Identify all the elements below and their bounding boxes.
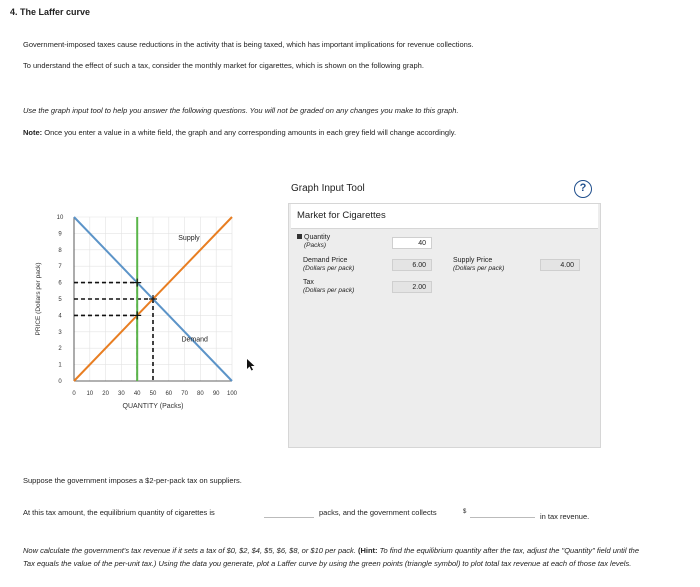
supply-price-value: 4.00 — [540, 259, 580, 271]
intro-text-2: To understand the effect of such a tax, consider the monthly market for cigarettes, which is shown on the following graph. — [23, 61, 424, 70]
note-text — [23, 128, 456, 137]
x-tick-label: 20 — [102, 391, 109, 397]
x-axis-label: QUANTITY (Packs) — [122, 403, 184, 410]
y-tick-label: 8 — [58, 247, 62, 254]
help-icon[interactable]: ? — [574, 180, 592, 198]
quantity-field[interactable]: 40 — [392, 237, 432, 249]
packs-text: packs, and the government collects — [319, 508, 437, 517]
x-tick-label: 40 — [133, 391, 141, 397]
x-tick-label: 80 — [197, 391, 204, 397]
tax-revenue-input[interactable] — [470, 506, 535, 518]
instruction-text: Use the graph input tool to help you answer the following questions. You will not be graded on any changes you make to this graph. — [23, 106, 459, 115]
question-title: 4. The Laffer curve — [10, 7, 91, 17]
graph-input-tool-title: Graph Input Tool — [291, 183, 365, 194]
y-tick-label: 1 — [58, 362, 62, 369]
supply-price-label: Supply Price (Dollars per pack) — [453, 257, 505, 272]
note-label: Note: — [23, 128, 43, 137]
note-body: Once you enter a value in a white field, the graph and any corresponding amounts in each grey field will change accordingly. — [42, 128, 457, 137]
equilibrium-quantity-input[interactable] — [264, 506, 314, 518]
y-tick-label: 0 — [58, 379, 62, 385]
y-tick-label: 6 — [58, 280, 62, 287]
demand-label: Demand — [181, 336, 208, 344]
x-tick-label: 70 — [181, 391, 188, 397]
x-tick-label: 0 — [72, 391, 76, 397]
y-tick-label: 2 — [58, 346, 62, 353]
equilibrium-quantity-question: At this tax amount, the equilibrium quantity of cigarettes is — [23, 508, 215, 517]
y-tick-label: 9 — [58, 231, 62, 238]
y-axis-label: PRICE (Dollars per pack) — [35, 262, 42, 336]
suppose-text: Suppose the government imposes a $2-per-pack tax on suppliers. — [23, 476, 242, 485]
x-tick-label: 100 — [226, 391, 238, 397]
x-tick-label: 30 — [118, 391, 125, 397]
market-title: Market for Cigarettes — [297, 210, 386, 221]
mouse-cursor-icon — [247, 359, 255, 371]
demand-price-value: 6.00 — [392, 259, 432, 271]
quantity-label: Quantity (Packs) — [297, 234, 330, 250]
y-tick-label: 10 — [56, 215, 64, 221]
supply-demand-chart[interactable] — [28, 205, 258, 420]
laffer-instructions: Now calculate the government's tax revenue if it sets a tax of $0, $2, $4, $5, $6, $8, or $10 per pack. (Hint: To find the equilibrium quantity after the tax, adjust the "Quantity" field until the Tax equals the value of the per-unit tax.) Using the data you generate, plot a Laffer curve by using the green points (triangle symbol) to plot total tax revenue at each of those tax levels. — [23, 546, 639, 568]
y-tick-label: 7 — [58, 264, 62, 271]
tax-value: 2.00 — [392, 281, 432, 293]
intro-text-1: Government-imposed taxes cause reductions in the activity that is being taxed, which has important implications for revenue collections. — [23, 40, 474, 49]
x-tick-label: 90 — [212, 391, 220, 397]
quantity-marker-icon — [297, 234, 302, 239]
graph-input-panel — [288, 203, 601, 448]
x-tick-label: 10 — [86, 391, 94, 397]
tax-label: Tax (Dollars per pack) — [303, 279, 355, 294]
demand-price-label: Demand Price (Dollars per pack) — [303, 257, 355, 272]
x-tick-label: 60 — [165, 391, 173, 397]
y-tick-label: 5 — [58, 297, 62, 303]
supply-label: Supply — [178, 234, 200, 242]
in-tax-revenue-text: in tax revenue. — [540, 512, 590, 521]
y-tick-label: 3 — [58, 329, 62, 336]
dollar-sign: $ — [463, 509, 467, 515]
y-tick-label: 4 — [58, 313, 62, 320]
x-tick-label: 50 — [149, 391, 157, 397]
